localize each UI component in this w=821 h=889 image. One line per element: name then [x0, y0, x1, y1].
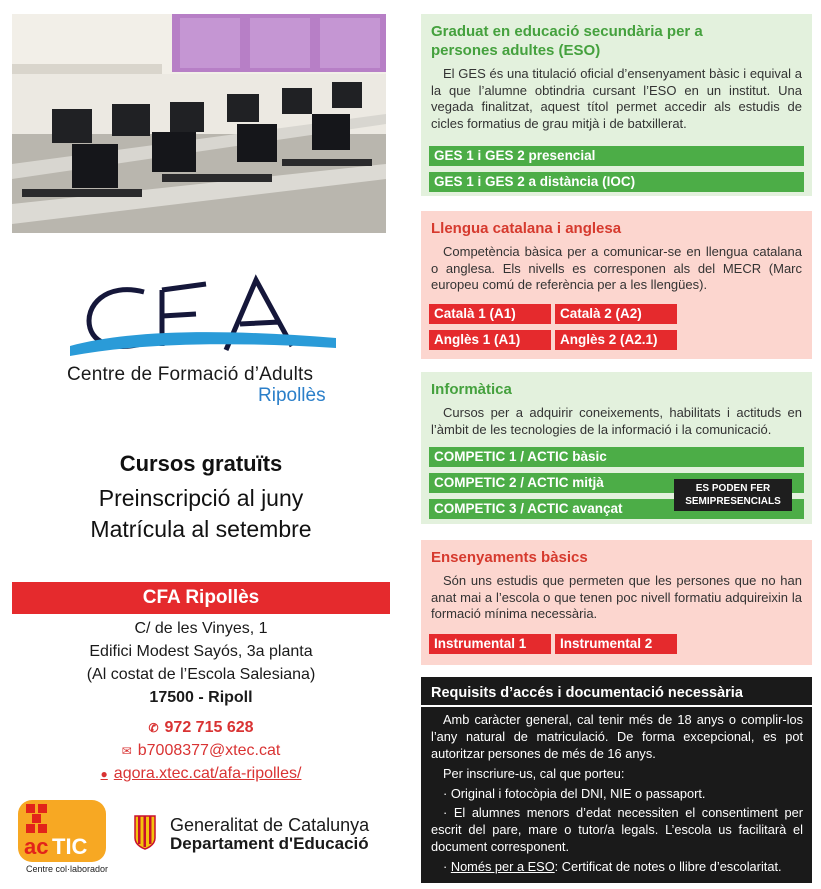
- eso-section: [421, 14, 812, 196]
- course-competic-1[interactable]: COMPETIC 1 / ACTIC bàsic: [429, 447, 804, 467]
- department-name: Departament d'Educació: [170, 834, 369, 853]
- eso-title: [421, 14, 812, 60]
- course-catala-1[interactable]: Català 1 (A1): [429, 304, 551, 324]
- eso-certificate: : Certificat de notes o llibre d’escolaritat.: [554, 859, 782, 874]
- phone-number[interactable]: 972 715 628: [164, 719, 254, 736]
- requirements-title: Requisits d’accés i documentació necessària: [431, 685, 743, 701]
- eso-bullet: ·: [443, 859, 451, 874]
- language-description: Competència bàsica per a comunicar-se en llengua catalana o anglesa. Els nivells es corresponen als del MECR (Marc europeu comú de referència per a les llengües).: [431, 244, 802, 292]
- basic-description: Són uns estudis que permeten que les persones que no han anat mai a l’escola o que tenen poc nivell formatiu adquireixin la formació mínima necessària.: [431, 573, 802, 621]
- contact-email[interactable]: [12, 742, 390, 760]
- promo-preregistration: Preinscripció al juny: [98, 485, 304, 511]
- center-name-banner: CFA Ripollès: [12, 582, 390, 614]
- email-address[interactable]: b7008377@xtec.cat: [137, 742, 281, 759]
- svg-text:ac: ac: [24, 834, 49, 859]
- basic-title: Ensenyaments bàsics: [431, 549, 588, 566]
- course-instrumental-1[interactable]: Instrumental 1: [429, 634, 551, 654]
- requirements-general: Amb caràcter general, cal tenir més de 18 anys o complir-los l’any natural de matriculació. De forma excepcional, es pot autoritzar persones de més de 16 anys.: [431, 712, 803, 761]
- globe-icon: ●: [100, 767, 108, 781]
- generalitat-emblem: [133, 814, 157, 850]
- course-competic-2[interactable]: COMPETIC 2 / ACTIC mitjà: [429, 473, 804, 493]
- envelope-icon: ✉: [121, 744, 132, 758]
- eso-option-distance[interactable]: GES 1 i GES 2 a distància (IOC): [429, 172, 804, 192]
- requirements-id: · Original i fotocòpia del DNI, NIE o passaport.: [443, 786, 706, 801]
- web-link[interactable]: agora.xtec.cat/afa-ripolles/: [113, 765, 302, 782]
- language-title: Llengua catalana i anglesa: [431, 220, 622, 237]
- course-angles-2[interactable]: Anglès 2 (A2.1): [555, 330, 677, 350]
- eso-option-presencial[interactable]: GES 1 i GES 2 presencial: [429, 146, 804, 166]
- address-building: Edifici Modest Sayós, 3a planta: [89, 643, 313, 660]
- requirements-intro: Per inscriure-us, cal que porteu:: [443, 766, 625, 781]
- eso-only-label: Només per a ESO: [450, 859, 555, 874]
- eso-title-line2: persones adultes (ESO): [431, 42, 601, 59]
- generalitat-name: Generalitat de Catalunya: [170, 815, 370, 835]
- it-title: Informàtica: [431, 381, 512, 398]
- logo-title: Centre de Formació d’Adults: [67, 364, 314, 385]
- svg-text:TIC: TIC: [52, 834, 88, 859]
- logo-subtitle: Ripollès: [258, 385, 326, 406]
- course-angles-1[interactable]: Anglès 1 (A1): [429, 330, 551, 350]
- contact-phone[interactable]: [12, 719, 390, 737]
- address-street: C/ de les Vinyes, 1: [134, 620, 268, 637]
- requirements-eso: [431, 858, 803, 875]
- address-note: (Al costat de l’Escola Salesiana): [86, 666, 316, 683]
- badge-line2: SEMIPRESENCIALS: [685, 496, 781, 507]
- badge-line1: ES PODEN FER: [695, 483, 771, 494]
- course-competic-3[interactable]: COMPETIC 3 / ACTIC avançat: [429, 499, 804, 519]
- promo-enrollment: Matrícula al setembre: [90, 516, 312, 542]
- semipresencial-badge: [674, 479, 792, 511]
- requirements-divider: [421, 705, 812, 707]
- promo-free-courses: Cursos gratuïts: [119, 451, 283, 476]
- requirements-section: [421, 677, 812, 883]
- actic-caption: Centre col·laborador: [26, 864, 109, 874]
- address-postal: 17500 - Ripoll: [149, 689, 253, 706]
- classroom-photo: [12, 14, 386, 233]
- eso-description: El GES és una titulació oficial d’ensenyament bàsic i equival a la que l’alumne obtindria cursant l’ESO en un institut. Una vegada finalitzat, aquest títol permet accedir als estudis de cicles formatius de grau mitjà i de batxillerat.: [431, 66, 802, 131]
- eso-title-line1: Graduat en educació secundària per a: [431, 23, 703, 40]
- requirements-minors: · El alumnes menors d’edat necessiten el consentiment per escrit del pare, mare o tutor/a legals. L’escola us facilitarà el document corresponent.: [431, 805, 803, 854]
- actic-logo: [18, 800, 114, 874]
- course-catala-2[interactable]: Català 2 (A2): [555, 304, 677, 324]
- contact-web[interactable]: [12, 765, 390, 783]
- phone-icon: ✆: [148, 721, 159, 735]
- it-description: Cursos per a adquirir coneixements, habilitats i actituds en l’àmbit de les tecnologies de la informació i la comunicació.: [431, 405, 802, 437]
- course-instrumental-2[interactable]: Instrumental 2: [555, 634, 677, 654]
